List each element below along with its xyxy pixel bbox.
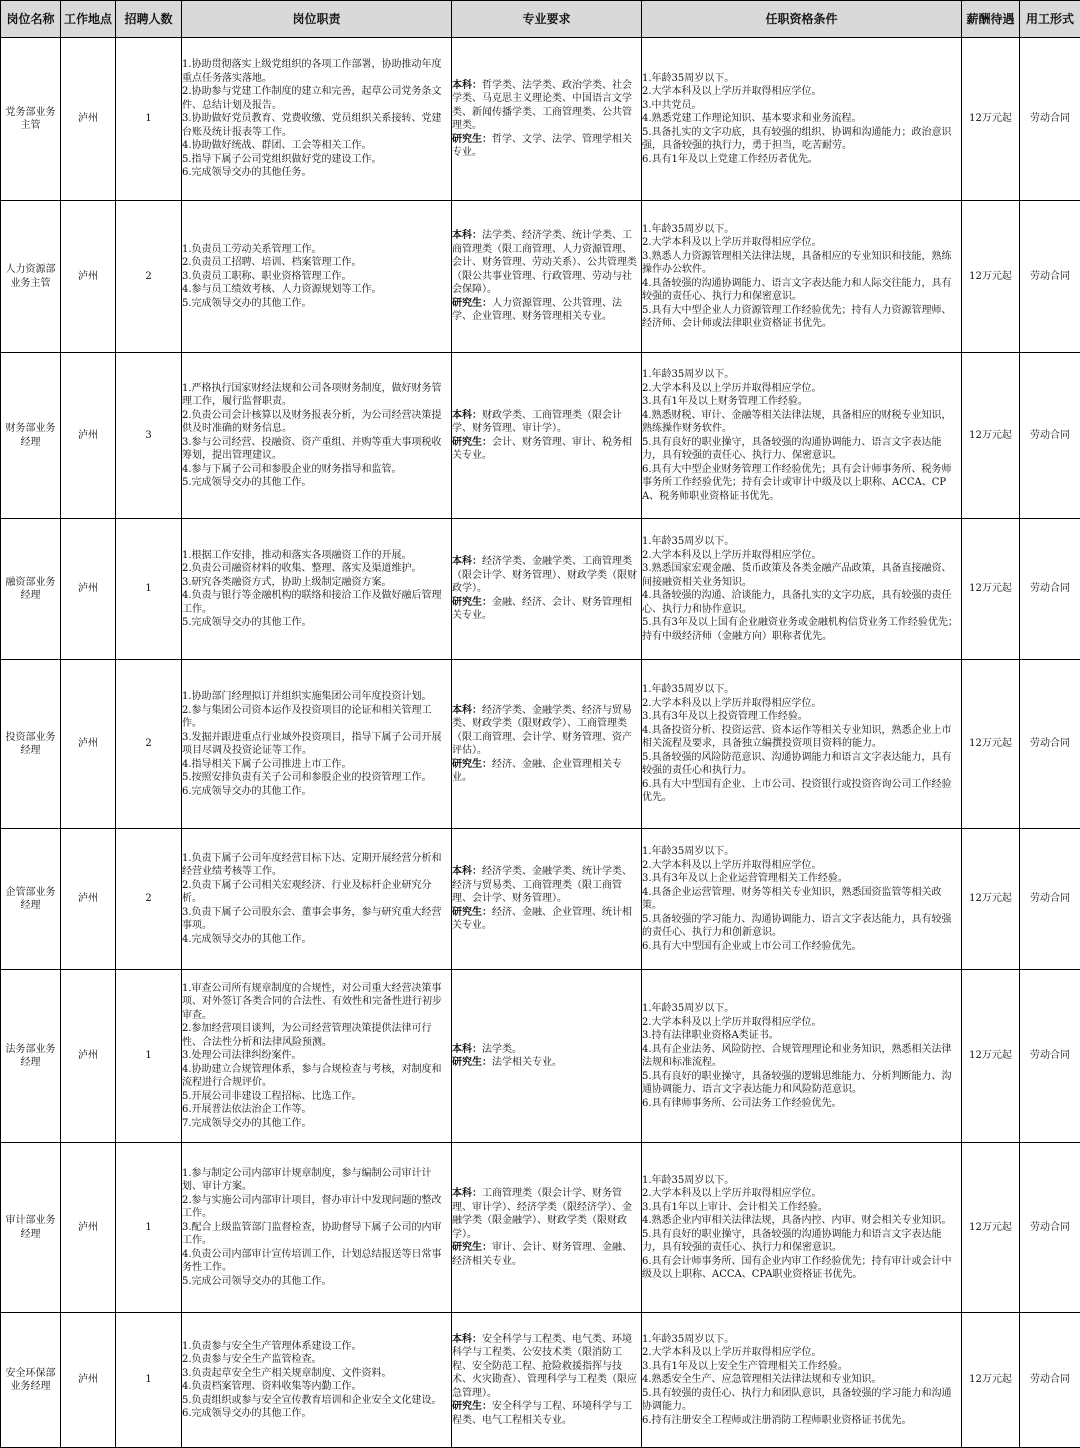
undergrad-label: 本科： <box>452 80 482 91</box>
qualification-item: 5.具有良好的职业操守，具备较强的逻辑思维能力、分析判断能力、沟通协调能力、语言文字表达能力和风险防范意识。 <box>642 1070 961 1097</box>
header-position: 岗位名称 <box>1 1 61 38</box>
undergrad-text: 经济学类、金融学类、经济与贸易类、财政学类（限财政学）、工商管理类（限工商管理、会计学、财务管理、资产评估）。 <box>452 705 632 757</box>
duty-item: 1.根据工作安排，推动和落实各项融资工作的开展。 <box>182 549 451 563</box>
duty-item: 4.负责档案管理、资料收集等内勤工作。 <box>182 1380 451 1394</box>
duty-item: 5.按照安排负责有关子公司和参股企业的投资管理工作。 <box>182 771 451 785</box>
duty-item: 1.参与制定公司内部审计规章制度，参与编制公司审计计划、审计方案。 <box>182 1167 451 1194</box>
qualification-item: 3.具有1年及以上安全生产管理相关工作经验。 <box>642 1360 961 1374</box>
table-row <box>1 970 1080 1143</box>
qualification-item: 2.大学本科及以上学历并取得相应学位。 <box>642 382 961 396</box>
qualification-item: 2.大学本科及以上学历并取得相应学位。 <box>642 549 961 563</box>
duty-item: 1.负责下属子公司年度经营目标下达、定期开展经营分析和经营业绩考核等工作。 <box>182 852 451 879</box>
duty-item: 5.完成领导交办的其他工作。 <box>182 616 451 630</box>
qualification-item: 6.具有会计师事务所、国有企业内审工作经验优先；持有审计或会计中级及以上职称、ACCA、CPA职业资格证书优先。 <box>642 1255 961 1282</box>
major-cell <box>452 829 642 970</box>
qualification-item: 4.具备投资分析、投资运营、资本运作等相关专业知识，熟悉企业上市相关流程及要求，具备独立编撰投资项目资料的能力。 <box>642 724 961 751</box>
graduate-text: 经济、金融、企业管理、统计相关专业。 <box>452 907 632 932</box>
salary-cell: 12万元起 <box>962 1313 1020 1448</box>
count-cell: 2 <box>116 201 182 353</box>
duty-item: 4.参与员工绩效考核、人力资源规划等工作。 <box>182 283 451 297</box>
duty-item: 2.参与集团公司资本运作及投资项目的论证和相关管理工作。 <box>182 704 451 731</box>
duty-item: 4.指导相关下属子公司推进上市工作。 <box>182 758 451 772</box>
qualification-item: 4.具有企业法务、风险防控、合规管理理论和业务知识，熟悉相关法律法规和标准流程。 <box>642 1043 961 1070</box>
graduate-label: 研究生： <box>452 597 492 608</box>
header-qualifications: 任职资格条件 <box>642 1 962 38</box>
qualification-item: 5.具有良好的职业操守，具备较强的沟通协调能力和语言文字表达能力，具有较强的责任心、执行力和保密意识。 <box>642 1228 961 1255</box>
major-graduate <box>452 758 641 785</box>
qualification-item: 3.具有1年以上审计、会计相关工作经验。 <box>642 1201 961 1215</box>
graduate-label: 研究生： <box>452 1057 492 1068</box>
graduate-label: 研究生： <box>452 134 492 145</box>
duty-item: 4.参与下属子公司和参股企业的财务指导和监管。 <box>182 463 451 477</box>
qualification-item: 5.具有大中型企业人力资源管理工作经验优先；持有人力资源管理师、经济师、会计师或法律职业资格证书优先。 <box>642 304 961 331</box>
salary-cell: 12万元起 <box>962 1143 1020 1313</box>
location-cell: 泸州 <box>61 660 116 829</box>
qualification-item: 2.大学本科及以上学历并取得相应学位。 <box>642 697 961 711</box>
location-cell: 泸州 <box>61 519 116 660</box>
duty-item: 3.配合上级监管部门监督检查，协助督导下属子公司的内审工作。 <box>182 1221 451 1248</box>
undergrad-label: 本科： <box>452 1334 482 1345</box>
position-cell: 企管部业务经理 <box>1 829 61 970</box>
count-cell: 3 <box>116 353 182 519</box>
qualification-item: 4.具备较强的沟通协调能力、语言文字表达能力和人际交往能力，具有较强的责任心、执行力和保密意识。 <box>642 277 961 304</box>
major-undergrad <box>452 1333 641 1401</box>
duty-item: 1.协助部门经理拟订并组织实施集团公司年度投资计划。 <box>182 690 451 704</box>
duty-item: 1.负责员工劳动关系管理工作。 <box>182 243 451 257</box>
salary-cell: 12万元起 <box>962 519 1020 660</box>
duty-item: 3.协助做好党员教育、党费收缴、党员组织关系接转、党建台账及统计报表等工作。 <box>182 112 451 139</box>
graduate-label: 研究生： <box>452 298 492 309</box>
graduate-text: 审计、会计、财务管理、金融、经济相关专业。 <box>452 1242 632 1267</box>
duty-item: 2.负责员工招聘、培训、档案管理工作。 <box>182 256 451 270</box>
major-undergrad <box>452 79 641 133</box>
salary-cell: 12万元起 <box>962 353 1020 519</box>
graduate-text: 人力资源管理、公共管理、法学、企业管理、财务管理相关专业。 <box>452 298 622 323</box>
qualification-item: 6.具有大中型国有企业、上市公司、投资银行或投资咨询公司工作经验优先。 <box>642 778 961 805</box>
major-undergrad <box>452 409 641 436</box>
qualification-item: 5.具有良好的职业操守，具备较强的沟通协调能力、语言文字表达能力，具有较强的责任心、执行力、保密意识。 <box>642 436 961 463</box>
major-graduate <box>452 1056 641 1070</box>
qualification-item: 2.大学本科及以上学历并取得相应学位。 <box>642 1016 961 1030</box>
major-cell <box>452 201 642 353</box>
position-cell: 法务部业务经理 <box>1 970 61 1143</box>
undergrad-label: 本科： <box>452 866 482 877</box>
header-duties: 岗位职责 <box>182 1 452 38</box>
graduate-text: 法学相关专业。 <box>492 1057 562 1068</box>
duty-item: 3.发掘并跟进重点行业域外投资项目，指导下属子公司开展项目尽调及投资论证等工作。 <box>182 731 451 758</box>
duties-cell <box>182 829 452 970</box>
graduate-label: 研究生： <box>452 759 492 770</box>
qualification-item: 5.具备较强的学习能力、沟通协调能力、语言文字表达能力，具有较强的责任心、执行力和创新意识。 <box>642 913 961 940</box>
duties-cell <box>182 970 452 1143</box>
qualification-item: 3.具有3年及以上企业运营管理相关工作经验。 <box>642 872 961 886</box>
position-cell: 人力资源部业务主管 <box>1 201 61 353</box>
qualification-item: 2.大学本科及以上学历并取得相应学位。 <box>642 85 961 99</box>
table-row <box>1 201 1080 353</box>
position-cell: 安全环保部业务经理 <box>1 1313 61 1448</box>
major-undergrad <box>452 229 641 297</box>
major-cell <box>452 353 642 519</box>
position-cell: 审计部业务经理 <box>1 1143 61 1313</box>
qualification-item: 1.年龄35周岁以下。 <box>642 1174 961 1188</box>
qualification-item: 1.年龄35周岁以下。 <box>642 535 961 549</box>
duty-item: 1.负责参与安全生产管理体系建设工作。 <box>182 1340 451 1354</box>
duty-item: 2.协助参与党建工作制度的建立和完善，起草公司党务条文件、总结计划及报告。 <box>182 85 451 112</box>
duty-item: 5.完成领导交办的其他工作。 <box>182 476 451 490</box>
header-row <box>1 1 1080 38</box>
duty-item: 3.处理公司法律纠纷案件。 <box>182 1049 451 1063</box>
duty-item: 3.负责员工职称、职业资格管理工作。 <box>182 270 451 284</box>
duties-cell <box>182 1313 452 1448</box>
duty-item: 5.负责组织或参与安全宣传教育培训和企业安全文化建设。 <box>182 1394 451 1408</box>
major-graduate <box>452 596 641 623</box>
count-cell: 1 <box>116 1143 182 1313</box>
table-row <box>1 38 1080 201</box>
location-cell: 泸州 <box>61 1143 116 1313</box>
duties-cell <box>182 519 452 660</box>
undergrad-label: 本科： <box>452 556 482 567</box>
header-salary: 薪酬待遇 <box>962 1 1020 38</box>
duties-cell <box>182 38 452 201</box>
table-row <box>1 519 1080 660</box>
qualification-item: 1.年龄35周岁以下。 <box>642 1333 961 1347</box>
qualification-item: 6.具有大中型国有企业或上市公司工作经验优先。 <box>642 940 961 954</box>
qualifications-cell <box>642 829 962 970</box>
qualification-item: 3.熟悉人力资源管理相关法律法规，具备相应的专业知识和技能，熟练操作办公软件。 <box>642 250 961 277</box>
qualification-item: 2.大学本科及以上学历并取得相应学位。 <box>642 1346 961 1360</box>
qualification-item: 3.持有法律职业资格A类证书。 <box>642 1029 961 1043</box>
location-cell: 泸州 <box>61 829 116 970</box>
qualification-item: 1.年龄35周岁以下。 <box>642 845 961 859</box>
qualifications-cell <box>642 519 962 660</box>
major-graduate <box>452 133 641 160</box>
position-cell: 财务部业务经理 <box>1 353 61 519</box>
major-undergrad <box>452 704 641 758</box>
undergrad-text: 法学类。 <box>482 1044 522 1055</box>
qualifications-cell <box>642 38 962 201</box>
count-cell: 2 <box>116 660 182 829</box>
salary-cell: 12万元起 <box>962 201 1020 353</box>
salary-cell: 12万元起 <box>962 970 1020 1143</box>
duty-item: 1.协助贯彻落实上级党组织的各项工作部署，协助推动年度重点任务落实落地。 <box>182 58 451 85</box>
undergrad-text: 安全科学与工程类、电气类、环境科学与工程类、公安技术类（限消防工程、安全防范工程、抢险救援指挥与技术、火灾勘查）、管理科学与工程类（限应急管理）。 <box>452 1334 637 1399</box>
qualifications-cell <box>642 201 962 353</box>
employment-cell: 劳动合同 <box>1020 353 1080 519</box>
qualification-item: 3.具有1年及以上财务管理工作经验。 <box>642 395 961 409</box>
table-row <box>1 353 1080 519</box>
qualification-item: 3.熟悉国家宏观金融、货币政策及各类金融产品政策，具备直接融资、间接融资相关业务知识。 <box>642 562 961 589</box>
duty-item: 2.负责公司融资材料的收集、整理、落实及渠道维护。 <box>182 562 451 576</box>
undergrad-text: 哲学类、法学类、政治学类、社会学类、马克思主义理论类、中国语言文学类、新闻传播学类、工商管理类、公共管理类。 <box>452 80 632 132</box>
position-cell: 党务部业务主管 <box>1 38 61 201</box>
qualification-item: 2.大学本科及以上学历并取得相应学位。 <box>642 236 961 250</box>
major-undergrad <box>452 865 641 906</box>
graduate-text: 会计、财务管理、审计、税务相关专业。 <box>452 437 632 462</box>
count-cell: 1 <box>116 38 182 201</box>
major-undergrad <box>452 1187 641 1241</box>
qualification-item: 6.具有律师事务所、公司法务工作经验优先。 <box>642 1097 961 1111</box>
major-graduate <box>452 1400 641 1427</box>
table-row <box>1 829 1080 970</box>
duty-item: 5.指导下属子公司党组织做好党的建设工作。 <box>182 153 451 167</box>
graduate-text: 金融、经济、会计、财务管理相关专业。 <box>452 597 632 622</box>
qualification-item: 2.大学本科及以上学历并取得相应学位。 <box>642 1187 961 1201</box>
position-cell: 投资部业务经理 <box>1 660 61 829</box>
duty-item: 3.参与公司经营、投融资、资产重组、并购等重大事项税收筹划，提出管理建议。 <box>182 436 451 463</box>
undergrad-text: 经济学类、金融学类、统计学类、经济与贸易类、工商管理类（限工商管理、会计学、财务管理）。 <box>452 866 632 904</box>
employment-cell: 劳动合同 <box>1020 1143 1080 1313</box>
employment-cell: 劳动合同 <box>1020 829 1080 970</box>
qualification-item: 4.熟悉企业内审相关法律法规，具备内控、内审、财会相关专业知识。 <box>642 1214 961 1228</box>
employment-cell: 劳动合同 <box>1020 519 1080 660</box>
duty-item: 6.完成领导交办的其他工作。 <box>182 1407 451 1421</box>
employment-cell: 劳动合同 <box>1020 201 1080 353</box>
graduate-label: 研究生： <box>452 1242 492 1253</box>
qualification-item: 1.年龄35周岁以下。 <box>642 1002 961 1016</box>
graduate-text: 经济、金融、企业管理相关专业。 <box>452 759 622 784</box>
qualifications-cell <box>642 660 962 829</box>
count-cell: 1 <box>116 519 182 660</box>
duties-cell <box>182 353 452 519</box>
count-cell: 2 <box>116 829 182 970</box>
undergrad-label: 本科： <box>452 1188 482 1199</box>
count-cell: 1 <box>116 1313 182 1448</box>
undergrad-text: 经济学类、金融学类、工商管理类（限会计学、财务管理）、财政学类（限财政学）。 <box>452 556 637 594</box>
duties-cell <box>182 1143 452 1313</box>
duty-item: 6.完成领导交办的其他任务。 <box>182 166 451 180</box>
undergrad-label: 本科： <box>452 230 482 241</box>
header-count: 招聘人数 <box>116 1 182 38</box>
major-graduate <box>452 297 641 324</box>
major-cell <box>452 1313 642 1448</box>
duty-item: 4.协助建立合规管理体系，参与合规检查与考核，对制度和流程进行合规评价。 <box>182 1063 451 1090</box>
graduate-label: 研究生： <box>452 437 492 448</box>
count-cell: 1 <box>116 970 182 1143</box>
undergrad-label: 本科： <box>452 410 482 421</box>
table-row <box>1 1143 1080 1313</box>
employment-cell: 劳动合同 <box>1020 38 1080 201</box>
duties-cell <box>182 660 452 829</box>
duty-item: 2.参与实施公司内部审计项目，督办审计中发现问题的整改工作。 <box>182 1194 451 1221</box>
qualifications-cell <box>642 1143 962 1313</box>
duty-item: 6.开展普法依法治企工作等。 <box>182 1103 451 1117</box>
duties-cell <box>182 201 452 353</box>
major-graduate <box>452 906 641 933</box>
qualification-item: 4.熟悉党建工作理论知识、基本要求和业务流程。 <box>642 112 961 126</box>
qualification-item: 4.具备企业运营管理、财务等相关专业知识，熟悉国资监管等相关政策。 <box>642 886 961 913</box>
duty-item: 4.协助做好统战、群团、工会等相关工作。 <box>182 139 451 153</box>
duty-item: 3.研究各类融资方式，协助上级制定融资方案。 <box>182 576 451 590</box>
qualification-item: 6.具有1年及以上党建工作经历者优先。 <box>642 153 961 167</box>
salary-cell: 12万元起 <box>962 829 1020 970</box>
qualification-item: 6.具有大中型企业财务管理工作经验优先；具有会计师事务所、税务师事务所工作经验优先；持有会计或审计中级及以上职称、ACCA、CPA、税务师职业资格证书优先。 <box>642 463 961 504</box>
duty-item: 2.负责公司会计核算以及财务报表分析，为公司经营决策提供及时准确的财务信息。 <box>182 409 451 436</box>
undergrad-label: 本科： <box>452 705 482 716</box>
table-row <box>1 660 1080 829</box>
duty-item: 6.完成领导交办的其他工作。 <box>182 785 451 799</box>
duty-item: 7.完成领导交办的其他工作。 <box>182 1117 451 1131</box>
duty-item: 4.负责与银行等金融机构的联络和接洽工作及做好融后管理工作。 <box>182 589 451 616</box>
salary-cell: 12万元起 <box>962 660 1020 829</box>
duty-item: 1.审查公司所有规章制度的合规性，对公司重大经营决策事项、对外签订各类合同的合法性、有效性和完备性进行初步审查。 <box>182 982 451 1023</box>
major-cell <box>452 660 642 829</box>
table-row <box>1 1313 1080 1448</box>
duty-item: 4.负责公司内部审计宣传培训工作，计划总结报送等日常事务性工作。 <box>182 1248 451 1275</box>
location-cell: 泸州 <box>61 353 116 519</box>
qualification-item: 5.具备较强的风险防范意识、沟通协调能力和语言文字表达能力，具有较强的责任心和执行力。 <box>642 751 961 778</box>
duty-item: 4.完成领导交办的其他工作。 <box>182 933 451 947</box>
location-cell: 泸州 <box>61 201 116 353</box>
duty-item: 2.参加经营项目谈判，为公司经营管理决策提供法律可行性、合法性分析和法律风险预测。 <box>182 1022 451 1049</box>
duty-item: 1.严格执行国家财经法规和公司各项财务制度，做好财务管理工作，履行监督职责。 <box>182 382 451 409</box>
qualification-item: 1.年龄35周岁以下。 <box>642 683 961 697</box>
position-cell: 融资部业务经理 <box>1 519 61 660</box>
major-cell <box>452 519 642 660</box>
major-cell <box>452 1143 642 1313</box>
qualification-item: 5.具有3年及以上国有企业融资业务或金融机构信贷业务工作经验优先；持有中级经济师（金融方向）职称者优先。 <box>642 616 961 643</box>
duty-item: 3.负责下属子公司股东会、董事会事务，参与研究重大经营事项。 <box>182 906 451 933</box>
qualifications-cell <box>642 1313 962 1448</box>
duty-item: 5.开展公司非建设工程招标、比选工作。 <box>182 1090 451 1104</box>
salary-cell: 12万元起 <box>962 38 1020 201</box>
qualification-item: 1.年龄35周岁以下。 <box>642 72 961 86</box>
qualification-item: 4.熟悉安全生产、应急管理相关法律法规和专业知识。 <box>642 1373 961 1387</box>
qualification-item: 2.大学本科及以上学历并取得相应学位。 <box>642 859 961 873</box>
qualification-item: 6.持有注册安全工程师或注册消防工程师职业资格证书优先。 <box>642 1414 961 1428</box>
undergrad-text: 法学类、经济学类、统计学类、工商管理类（限工商管理、人力资源管理、会计、财务管理、劳动关系）、公共管理类（限公共事业管理、行政管理、劳动与社会保障）。 <box>452 230 637 295</box>
major-graduate <box>452 1241 641 1268</box>
major-undergrad <box>452 555 641 596</box>
duty-item: 2.负责下属子公司相关宏观经济、行业及标杆企业研究分析。 <box>182 879 451 906</box>
header-employment: 用工形式 <box>1020 1 1080 38</box>
major-cell <box>452 970 642 1143</box>
employment-cell: 劳动合同 <box>1020 970 1080 1143</box>
graduate-label: 研究生： <box>452 907 492 918</box>
employment-cell: 劳动合同 <box>1020 660 1080 829</box>
qualification-item: 4.熟悉财税、审计、金融等相关法律法规，具备相应的财税专业知识，熟练操作财务软件。 <box>642 409 961 436</box>
duty-item: 5.完成领导交办的其他工作。 <box>182 297 451 311</box>
employment-cell: 劳动合同 <box>1020 1313 1080 1448</box>
duty-item: 5.完成公司领导交办的其他工作。 <box>182 1275 451 1289</box>
location-cell: 泸州 <box>61 38 116 201</box>
location-cell: 泸州 <box>61 970 116 1143</box>
location-cell: 泸州 <box>61 1313 116 1448</box>
graduate-label: 研究生： <box>452 1401 492 1412</box>
qualifications-cell <box>642 353 962 519</box>
qualification-item: 3.中共党员。 <box>642 99 961 113</box>
graduate-text: 哲学、文学、法学、管理学相关专业。 <box>452 134 632 159</box>
qualification-item: 4.具备较强的沟通、洽谈能力，具备扎实的文字功底，具有较强的责任心、执行力和协作意识。 <box>642 589 961 616</box>
duty-item: 2.负责参与安全生产监管检查。 <box>182 1353 451 1367</box>
qualifications-cell <box>642 970 962 1143</box>
duty-item: 3.负责起草安全生产相关规章制度、文件资料。 <box>182 1367 451 1381</box>
undergrad-label: 本科： <box>452 1044 482 1055</box>
qualification-item: 5.具有较强的责任心、执行力和团队意识，具备较强的学习能力和沟通协调能力。 <box>642 1387 961 1414</box>
undergrad-text: 工商管理类（限会计学、财务管理、审计学）、经济学类（限经济学）、金融学类（限金融学）、财政学类（限财政学）。 <box>452 1188 632 1240</box>
major-cell <box>452 38 642 201</box>
header-major: 专业要求 <box>452 1 642 38</box>
header-location: 工作地点 <box>61 1 116 38</box>
undergrad-text: 财政学类、工商管理类（限会计学、财务管理、审计学）。 <box>452 410 622 435</box>
qualification-item: 1.年龄35周岁以下。 <box>642 223 961 237</box>
qualification-item: 5.具备扎实的文字功底，具有较强的组织、协调和沟通能力；政治意识强，具备较强的执行力，勇于担当，吃苦耐劳。 <box>642 126 961 153</box>
graduate-text: 安全科学与工程、环境科学与工程类、电气工程相关专业。 <box>452 1401 632 1426</box>
major-graduate <box>452 436 641 463</box>
qualification-item: 3.具有3年及以上投资管理工作经验。 <box>642 710 961 724</box>
qualification-item: 1.年龄35周岁以下。 <box>642 368 961 382</box>
major-undergrad <box>452 1043 641 1057</box>
